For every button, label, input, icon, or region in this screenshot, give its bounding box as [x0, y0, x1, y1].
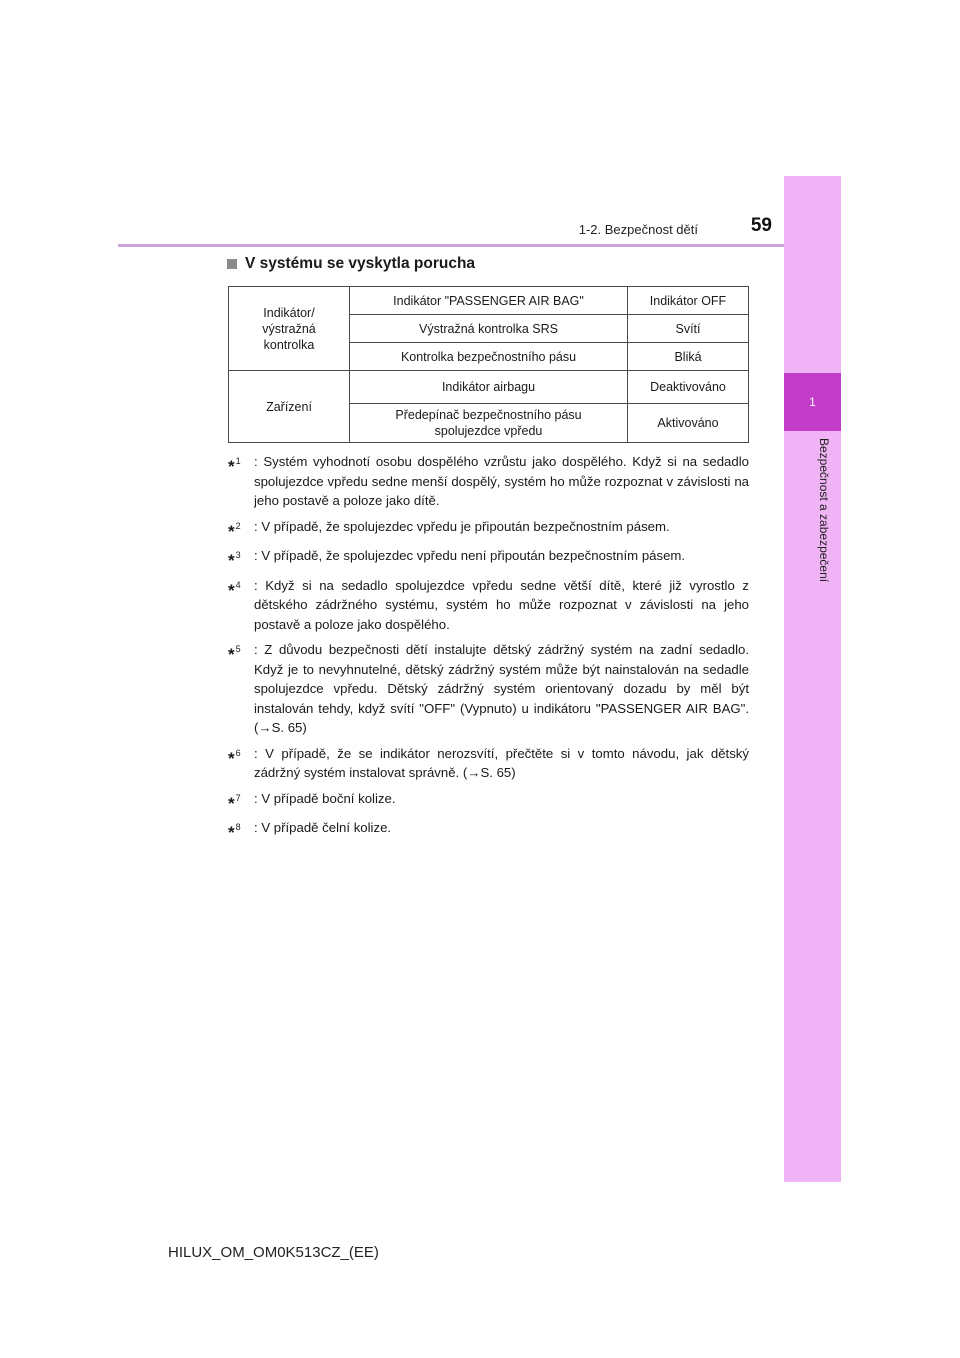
- section-heading-text: V systému se vyskytla porucha: [245, 255, 476, 272]
- footnote-number: 1: [235, 456, 241, 466]
- table-row: [229, 287, 749, 315]
- footnote: [228, 818, 749, 842]
- table-cell-value: Aktivováno: [628, 404, 749, 443]
- footnote-text: : Systém vyhodnotí osobu dospělého vzrůstu jako dospělého. Když si na sedadlo spolujezdce vpředu sedne menší dospělý, systém ho může rozpoznat v závislosti na jeho postavě a poloze jako dítě.: [254, 454, 749, 508]
- footnote-number: 3: [235, 550, 241, 560]
- section-heading: [225, 255, 475, 273]
- footnote: [228, 640, 749, 738]
- footnote: [228, 789, 749, 813]
- square-bullet-icon: [227, 259, 237, 269]
- footnote-text: : V případě, že spolujezdec vpředu není připoután bezpečnostním pásem.: [254, 548, 686, 563]
- group-label-indicator: Indikátor/ výstražná kontrolka: [229, 287, 350, 371]
- footnote-star: *: [228, 823, 235, 842]
- table-cell-value: Deaktivováno: [628, 371, 749, 404]
- footnotes: [228, 452, 749, 848]
- footnote-number: 8: [235, 822, 241, 832]
- header-divider: [118, 244, 784, 247]
- table-cell-item: Kontrolka bezpečnostního pásu: [350, 343, 628, 371]
- footnote-number: 2: [235, 520, 241, 531]
- chapter-title: Bezpečnost a zabezpečení: [817, 438, 831, 583]
- footnote-text: : V případě, že se indikátor nerozsvítí, přečtěte si v tomto návodu, jak dětský zádržný systém instalovat správně. (→S. 65): [254, 745, 749, 780]
- footnote-star: *: [228, 580, 235, 600]
- footnote-star: *: [228, 551, 235, 570]
- footnote-text: : V případě, že spolujezdec vpředu je připoután bezpečnostním pásem.: [254, 518, 670, 534]
- table-cell-item: Výstražná kontrolka SRS: [350, 315, 628, 343]
- footnote: [228, 576, 749, 635]
- status-table: [228, 286, 749, 443]
- table-cell-item: Předepínač bezpečnostního pásu spolujezdce vpředu: [350, 404, 628, 443]
- chapter-side-tab: [784, 176, 841, 1182]
- section-title: 1-2. Bezpečnost dětí: [578, 222, 698, 237]
- footnote: [228, 452, 749, 511]
- table-cell-value: Bliká: [628, 343, 749, 371]
- chapter-number: 1: [784, 373, 841, 431]
- footnote-star: *: [228, 521, 235, 541]
- footnote-text: : V případě čelní kolize.: [254, 820, 392, 835]
- table-cell-item: Indikátor airbagu: [350, 371, 628, 404]
- footnote-number: 5: [235, 644, 241, 654]
- footnote-star: *: [228, 645, 235, 664]
- footnote-number: 6: [235, 747, 241, 758]
- table-cell-item: Indikátor "PASSENGER AIR BAG": [350, 287, 628, 315]
- footnote-star: *: [228, 748, 235, 768]
- footnote: [228, 546, 749, 570]
- footnote-star: *: [228, 793, 235, 813]
- footnote-number: 4: [235, 579, 241, 590]
- footnote: [228, 744, 749, 783]
- table-row: [229, 371, 749, 404]
- table-cell-value: Indikátor OFF: [628, 287, 749, 315]
- table-cell-value: Svítí: [628, 315, 749, 343]
- footnote-text: : Když si na sedadlo spolujezdce vpředu sedne větší dítě, které již vyrostlo z dětského zádržného systému, systém ho může rozpoznat v závislosti na jeho postavě a poloze jako dospělého.: [254, 577, 749, 632]
- footnote-number: 7: [235, 792, 241, 803]
- footnote-star: *: [228, 457, 235, 476]
- footnote: [228, 517, 749, 541]
- footnote-text: : V případě boční kolize.: [254, 790, 396, 806]
- group-label-device: Zařízení: [229, 371, 350, 443]
- document-code: HILUX_OM_OM0K513CZ_(EE): [168, 1244, 379, 1261]
- page-number: 59: [750, 215, 772, 236]
- page-header: [118, 212, 784, 246]
- footnote-text: : Z důvodu bezpečnosti dětí instalujte dětský zádržný systém na zadní sedadlo. Když je to nevyhnutelné, dětský zádržný systém může být nainstalován na sedadle spolujezdce vpředu. Dětský zádržný systém orientovaný dozadu by měl být instalován tehdy, když svítí "OFF" (Vypnuto) u indikátoru "PASSENGER AIR BAG". (→S. 65): [254, 642, 749, 735]
